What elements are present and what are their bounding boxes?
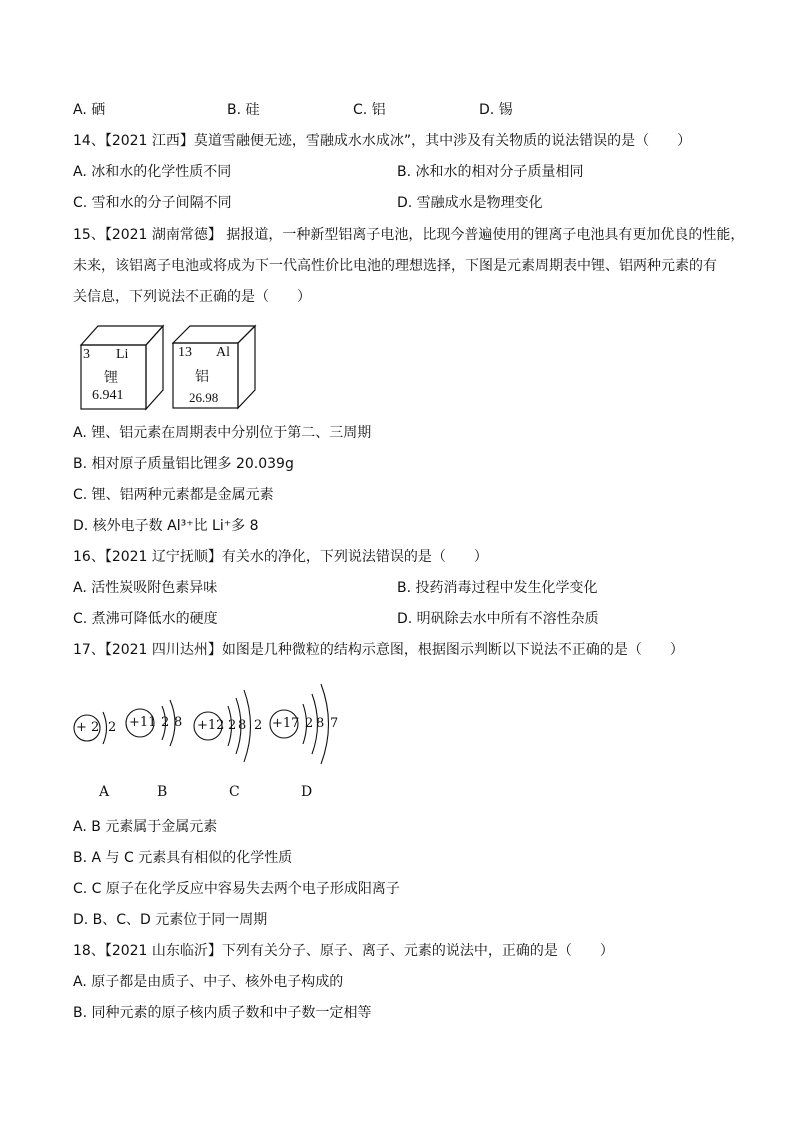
q18-option-a: A. 原子都是由质子、中子、核外电子构成的 bbox=[73, 974, 344, 990]
q17-option-b: B. A 与 C 元素具有相似的化学性质 bbox=[73, 850, 293, 866]
atom-b-nucleus: +11 bbox=[129, 715, 157, 730]
q14-option-b: B. 冰和水的相对分子质量相同 bbox=[397, 164, 584, 180]
q17-option-a: A. B 元素属于金属元素 bbox=[73, 819, 218, 835]
atom-d-shell-2: 8 bbox=[316, 716, 325, 731]
element-symbol: Li bbox=[116, 347, 129, 362]
atom-d-nucleus: +17 bbox=[272, 716, 300, 731]
q14-option-c: C. 雪和水的分子间隔不同 bbox=[73, 195, 232, 211]
atom-b-shell-2: 8 bbox=[174, 715, 183, 730]
q16-option-d: D. 明矾除去水中所有不溶性杂质 bbox=[397, 611, 599, 627]
q16-option-a: A. 活性炭吸附色素异味 bbox=[73, 580, 218, 596]
element-number: 3 bbox=[83, 347, 90, 362]
atom-c-shell-3: 2 bbox=[254, 718, 263, 733]
element-name: 铝 bbox=[195, 369, 209, 385]
atom-d-label: D bbox=[301, 784, 313, 800]
q15-option-b: B. 相对原子质量铝比锂多 20.039g bbox=[73, 456, 294, 472]
element-symbol: Al bbox=[216, 345, 230, 360]
q14-option-a: A. 冰和水的化学性质不同 bbox=[73, 164, 232, 180]
atom-d-shell-1: 2 bbox=[305, 716, 314, 731]
q15-stem-line-3: 关信息，下列说法不正确的是（ ） bbox=[73, 289, 311, 305]
q17-option-d: D. B、C、D 元素位于同一周期 bbox=[73, 912, 268, 928]
element-card-lithium bbox=[80, 324, 165, 410]
element-card-aluminum bbox=[172, 324, 257, 410]
element-mass: 26.98 bbox=[189, 390, 219, 405]
atom-c-nucleus: +12 bbox=[197, 718, 225, 733]
atom-b-label: B bbox=[157, 784, 168, 800]
element-mass: 6.941 bbox=[92, 388, 124, 403]
q15-option-d: D. 核外电子数 Al³⁺比 Li⁺多 8 bbox=[73, 518, 259, 534]
q15-stem-line-1: 15、【2021 湖南常德】 据报道，一种新型铝离子电池，比现今普遍使用的锂离子电池具有更加优良的性能， bbox=[73, 227, 745, 243]
q15-stem-line-2: 未来，该铝离子电池或将成为下一代高性价比电池的理想选择，下图是元素周期表中锂、铝两种元素的有 bbox=[73, 258, 717, 274]
q13-option-b: B. 硅 bbox=[227, 102, 260, 118]
atom-c-label: C bbox=[229, 784, 240, 800]
atom-a-shell-1: 2 bbox=[108, 720, 117, 735]
q15-option-c: C. 锂、铝两种元素都是金属元素 bbox=[73, 487, 274, 503]
q13-option-d: D. 锡 bbox=[479, 102, 513, 118]
q16-stem: 16、【2021 辽宁抚顺】有关水的净化，下列说法错误的是（ ） bbox=[73, 549, 488, 565]
atom-a-nucleus: + 2 bbox=[76, 720, 100, 735]
atom-a-label: A bbox=[99, 784, 110, 800]
q13-option-a: A. 硒 bbox=[73, 102, 106, 118]
element-number: 13 bbox=[178, 345, 192, 360]
q17-option-c: C. C 原子在化学反应中容易失去两个电子形成阳离子 bbox=[73, 881, 400, 897]
q13-option-c: C. 铝 bbox=[353, 102, 386, 118]
q14-option-d: D. 雪融成水是物理变化 bbox=[397, 195, 543, 211]
q14-stem: 14、【2021 江西】莫道雪融便无迹，雪融成水水成冰”，其中涉及有关物质的说法错误的是（ ） bbox=[73, 133, 692, 149]
q17-stem: 17、【2021 四川达州】如图是几种微粒的结构示意图，根据图示判断以下说法不正确的是（ ） bbox=[73, 642, 684, 658]
atom-d-shell-3: 7 bbox=[330, 716, 339, 731]
element-name: 锂 bbox=[104, 370, 118, 386]
q16-option-b: B. 投药消毒过程中发生化学变化 bbox=[397, 580, 598, 596]
atom-b-shell-1: 2 bbox=[161, 715, 170, 730]
q15-option-a: A. 锂、铝元素在周期表中分别位于第二、三周期 bbox=[73, 425, 372, 441]
atom-c-shell-1: 2 bbox=[228, 718, 237, 733]
atom-c-shell-2: 8 bbox=[238, 718, 247, 733]
q18-stem: 18、【2021 山东临沂】下列有关分子、原子、离子、元素的说法中，正确的是（ ） bbox=[73, 943, 614, 959]
q18-option-b: B. 同种元素的原子核内质子数和中子数一定相等 bbox=[73, 1005, 372, 1021]
q16-option-c: C. 煮沸可降低水的硬度 bbox=[73, 611, 218, 627]
